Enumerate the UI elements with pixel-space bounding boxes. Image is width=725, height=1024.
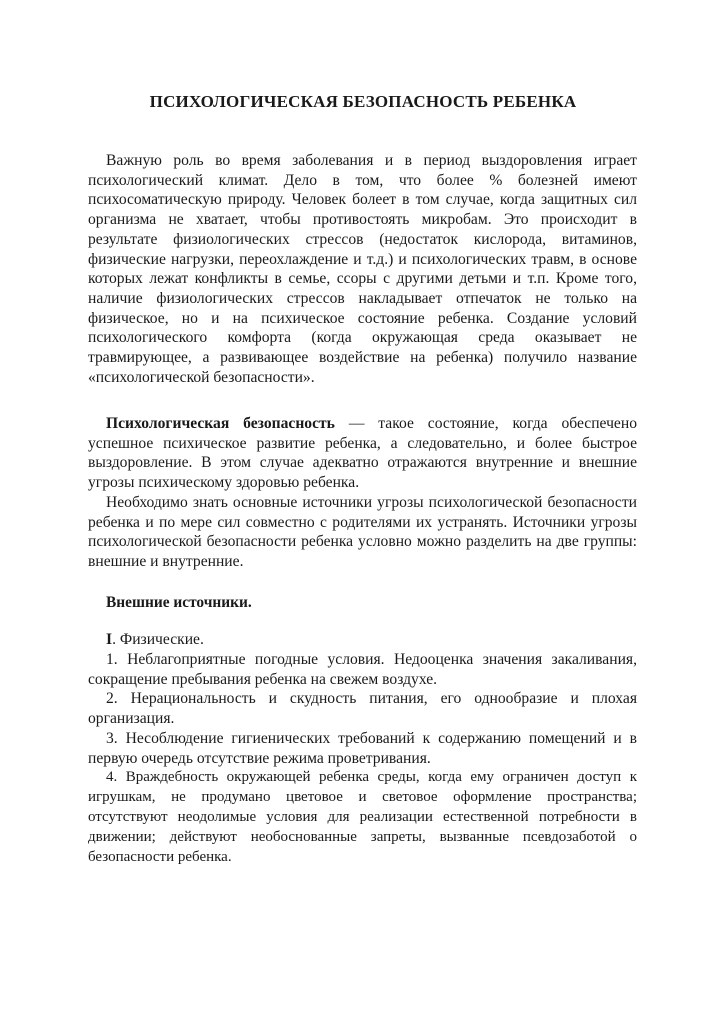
list-item: 1. Неблагоприятные погодные условия. Недооценка значения закаливания, сокращение пребывания ребенка на свежем воздухе.: [88, 651, 637, 688]
list-item: 4. Враждебность окружающей ребенка среды, когда ему ограничен доступ к игрушкам, не продумано цветовое и световое оформление пространства; отсутствуют неодолимые условия для реализации естественной потребности в движении; действуют необоснованные запреты, вызванные псевдозаботой о безопасности ребенка.: [88, 769, 637, 865]
group-numeral: I: [106, 631, 113, 648]
necessity-paragraph: Необходимо знать основные источники угрозы психологической безопасности ребенка и по мере сил совместно с родителями их устранять. Источники угрозы психологической безопасности ребенка условно можно разделить на две группы: внешние и внутренние.: [88, 494, 637, 571]
external-sources-heading: Внешние источники.: [106, 594, 252, 611]
definition-text: — такое состояние, когда обеспечено успешное психическое развитие ребенка, а следовательно, и более быстрое выздоровление. В этом случае адекватно отражаются внутренние и внешние угрозы психическому здоровью ребенка.: [88, 415, 637, 492]
definition-term: Психологическая безопасность: [106, 415, 335, 432]
definition-paragraph: [88, 414, 637, 493]
group-label: . Физические.: [112, 631, 204, 648]
document-title: ПСИХОЛОГИЧЕСКАЯ БЕЗОПАСНОСТЬ РЕБЕНКА: [149, 92, 577, 111]
list-item: 2. Нерациональность и скудность питания, его однообразие и плохая организация.: [88, 690, 637, 727]
list-item: 3. Несоблюдение гигиенических требований к содержанию помещений и в первую очередь отсутствие режима проветривания.: [88, 730, 637, 767]
group-physical-label: [88, 630, 637, 650]
intro-paragraph: Важную роль во время заболевания и в период выздоровления играет психологический климат. Дело в том, что более % болезней имеют психосоматическую природу. Человек болеет в том случае, когда защитных сил организма не хватает, чтобы противостоять микробам. Это происходит в результате физиологических стрессов (недостаток кислорода, витаминов, физические нагрузки, переохлаждение и т.д.) и психологических травм, в основе которых лежат конфликты в семье, ссоры с другими детьми и т.п. Кроме того, наличие физиологических стрессов накладывает отпечаток не только на физическое, но и на психическое состояние ребенка. Создание условий психологического комфорта (когда окружающая среда оказывает не травмирующее, а развивающее воздействие на ребенка) получило название «психологической безопасности».: [88, 152, 637, 386]
